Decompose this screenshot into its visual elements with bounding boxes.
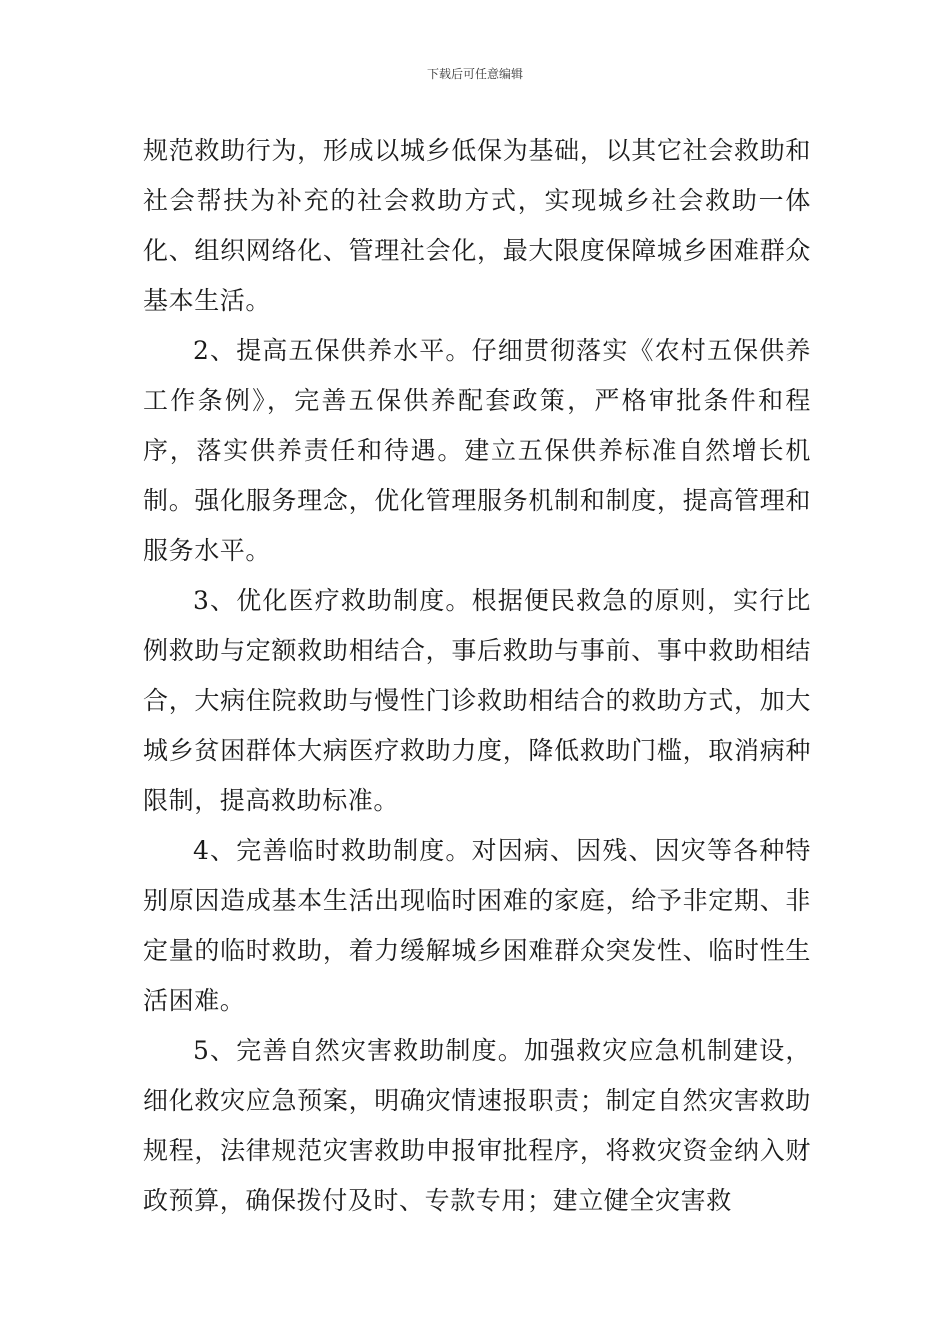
paragraph-item-3: 3、优化医疗救助制度。根据便民救急的原则，实行比例救助与定额救助相结合，事后救助与事前、事中救助相结合，大病住院救助与慢性门诊救助相结合的救助方式，加大城乡贫困群体大病医疗救助力度，降低救助门槛，取消病种限制，提高救助标准。 <box>143 586 811 815</box>
document-body <box>143 126 811 1226</box>
paragraph-item-4: 4、完善临时救助制度。对因病、因残、因灾等各种特别原因造成基本生活出现临时困难的家庭，给予非定期、非定量的临时救助，着力缓解城乡困难群众突发性、临时性生活困难。 <box>143 836 811 1015</box>
paragraph-continuation: 规范救助行为，形成以城乡低保为基础，以其它社会救助和社会帮扶为补充的社会救助方式，实现城乡社会救助一体化、组织网络化、管理社会化，最大限度保障城乡困难群众基本生活。 <box>143 136 811 315</box>
page-header: 下载后可任意编辑 <box>426 67 523 81</box>
paragraph-item-5: 5、完善自然灾害救助制度。加强救灾应急机制建设，细化救灾应急预案，明确灾情速报职责；制定自然灾害救助规程，法律规范灾害救助申报审批程序，将救灾资金纳入财政预算，确保拨付及时、专款专用；建立健全灾害救 <box>143 1036 811 1215</box>
paragraph-item-2: 2、提高五保供养水平。仔细贯彻落实《农村五保供养工作条例》，完善五保供养配套政策，严格审批条件和程序，落实供养责任和待遇。建立五保供养标准自然增长机制。强化服务理念，优化管理服务机制和制度，提高管理和服务水平。 <box>143 336 811 565</box>
